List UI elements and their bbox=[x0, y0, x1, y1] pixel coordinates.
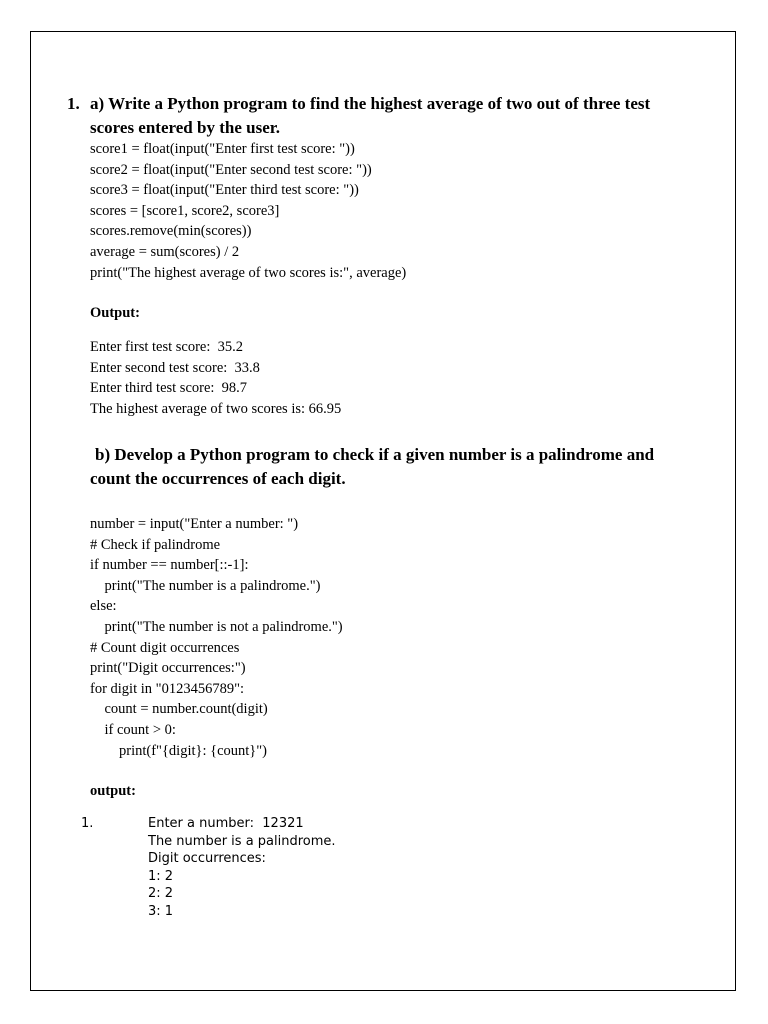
code-line: if count > 0: bbox=[90, 722, 176, 738]
part-b-heading-line2: count the occurrences of each digit. bbox=[90, 469, 346, 488]
code-line: number = input("Enter a number: ") bbox=[90, 516, 299, 532]
output-line: Enter third test score: 98.7 bbox=[90, 380, 248, 397]
code-line: score3 = float(input("Enter third test score: ")) bbox=[90, 182, 359, 199]
part-b-heading-line1: b) Develop a Python program to check if a given number is a palindrome and bbox=[95, 445, 655, 464]
output-line: 3: 1 bbox=[148, 904, 174, 919]
question-number: 1. bbox=[67, 94, 80, 113]
code-line: print("The number is a palindrome.") bbox=[90, 577, 321, 594]
code-line: score1 = float(input("Enter first test score: ")) bbox=[90, 141, 355, 157]
code-line: print("The number is not a palindrome.") bbox=[90, 619, 343, 635]
output-line: Digit occurrences: bbox=[148, 851, 266, 867]
output-label: output: bbox=[90, 783, 136, 799]
code-line: average = sum(scores) / 2 bbox=[90, 244, 240, 260]
output-line: The number is a palindrome. bbox=[148, 833, 336, 849]
output-line: 2: 2 bbox=[148, 886, 174, 902]
output-label: Output: bbox=[90, 305, 140, 321]
output-line: The highest average of two scores is: 66.95 bbox=[90, 400, 342, 417]
code-line: else: bbox=[90, 598, 117, 615]
code-line: count = number.count(digit) bbox=[90, 701, 268, 718]
part-a-heading-line2: scores entered by the user. bbox=[90, 118, 280, 137]
code-line: scores = [score1, score2, score3] bbox=[90, 202, 280, 219]
output-line: 1: 2 bbox=[148, 868, 174, 884]
code-line: for digit in "0123456789": bbox=[90, 680, 245, 697]
code-line: print("Digit occurrences:") bbox=[90, 660, 246, 677]
code-line: if number == number[::-1]: bbox=[90, 557, 249, 574]
code-line: # Check if palindrome bbox=[90, 536, 221, 553]
output-line: Enter second test score: 33.8 bbox=[90, 359, 260, 376]
code-line: scores.remove(min(scores)) bbox=[90, 223, 252, 240]
output-line: Enter a number: 12321 bbox=[148, 816, 304, 831]
code-line: print(f"{digit}: {count}") bbox=[90, 742, 268, 759]
part-a-heading-line1: a) Write a Python program to find the highest average of two out of three test bbox=[90, 94, 651, 113]
code-line: score2 = float(input("Enter second test score: ")) bbox=[90, 161, 372, 178]
output-list-number: 1. bbox=[81, 816, 94, 831]
code-line: # Count digit occurrences bbox=[90, 639, 240, 656]
output-line: Enter first test score: 35.2 bbox=[90, 339, 244, 355]
code-line: print("The highest average of two scores is:", average) bbox=[90, 264, 407, 281]
